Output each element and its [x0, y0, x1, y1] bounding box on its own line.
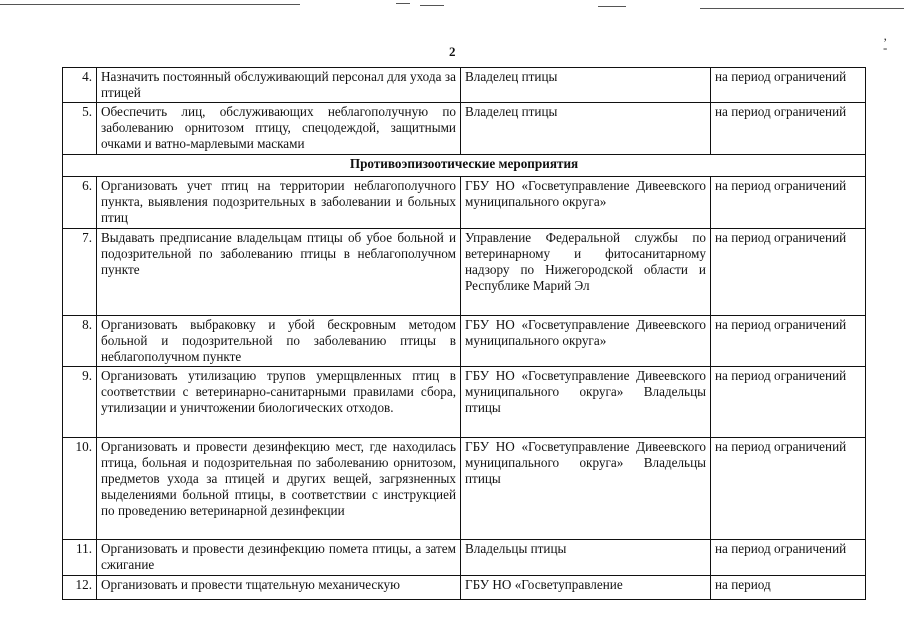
row-number: 8. [63, 316, 97, 367]
table-row [63, 68, 866, 103]
executor: ГБУ НО «Госветуправление [461, 576, 711, 600]
scan-artifact-line [396, 3, 410, 4]
deadline: на период ограничений [711, 540, 866, 576]
measure-description: Организовать выбраковку и убой бескровным методом больной и подозрительной по заболеванию птицы в неблагополучном пункте [97, 316, 461, 367]
row-number: 7. [63, 229, 97, 316]
deadline: на период ограничений [711, 438, 866, 540]
measure-description: Обеспечить лиц, обслуживающих неблагополучную по заболеванию орнитозом птицу, спецодеждой, защитными очками и ватно-марлевыми масками [97, 103, 461, 155]
deadline: на период ограничений [711, 177, 866, 229]
executor: ГБУ НО «Госветуправление Дивеевского муниципального округа» Владельцы птицы [461, 438, 711, 540]
executor: ГБУ НО «Госветуправление Дивеевского муниципального округа» [461, 316, 711, 367]
deadline: на период ограничений [711, 103, 866, 155]
table-row [63, 103, 866, 155]
deadline: на период ограничений [711, 68, 866, 103]
table-row [63, 316, 866, 367]
row-number: 9. [63, 367, 97, 438]
executor [461, 367, 711, 438]
deadline: на период [711, 576, 866, 600]
executor: Владелец птицы [461, 103, 711, 155]
deadline: на период ограничений [711, 316, 866, 367]
scan-artifact-line [420, 5, 444, 6]
executor: Владелец птицы [461, 68, 711, 103]
table-row [63, 177, 866, 229]
table-row [63, 367, 866, 438]
executor-line: ГБУ НО «Госветуправление Дивеевского муниципального округа» Владельцы птицы [465, 368, 706, 415]
measure-description: Организовать утилизацию трупов умерщвленных птиц в соответствии с ветеринарно-санитарными правилами сбора, утилизации и уничтожении биологических отходов. [97, 367, 461, 438]
scan-artifact-line [0, 4, 300, 5]
table-row [63, 540, 866, 576]
executor: ГБУ НО «Госветуправление Дивеевского муниципального округа» [461, 177, 711, 229]
measure-description: Организовать и провести тщательную механическую [97, 576, 461, 600]
measure-description: Назначить постоянный обслуживающий персонал для ухода за птицей [97, 68, 461, 103]
scan-artifact-line [598, 6, 626, 7]
section-title: Противоэпизоотические мероприятия [63, 155, 866, 177]
measure-description: Организовать и провести дезинфекцию мест, где находилась птица, больная и подозрительная по заболеванию орнитозом, предметов ухода за птицей и других вещей, загрязненных выделениями больной птицы, в соответствии с инструкцией по проведению ветеринарной дезинфекции [97, 438, 461, 540]
table-row [63, 438, 866, 540]
measure-description: Организовать и провести дезинфекцию помета птицы, а затем сжигание [97, 540, 461, 576]
executor: Владельцы птицы [461, 540, 711, 576]
row-number: 6. [63, 177, 97, 229]
deadline: на период ограничений [711, 367, 866, 438]
row-number: 4. [63, 68, 97, 103]
scan-artifact-mark: - [883, 40, 888, 55]
deadline: на период ограничений [711, 229, 866, 316]
table-row [63, 576, 866, 600]
section-row [63, 155, 866, 177]
measure-description: Организовать учет птиц на территории неблагополучного пункта, выявления подозрительных в заболевании и больных птиц [97, 177, 461, 229]
scan-artifact-line [700, 8, 904, 9]
page-number: 2 [449, 44, 456, 59]
measures-table [62, 67, 866, 600]
row-number: 10. [63, 438, 97, 540]
scan-artifact-mark: ‚ [883, 28, 888, 43]
table-row [63, 229, 866, 316]
row-number: 12. [63, 576, 97, 600]
measure-description: Выдавать предписание владельцам птицы об убое больной и подозрительной по заболеванию птицы в неблагополучном пункте [97, 229, 461, 316]
row-number: 11. [63, 540, 97, 576]
row-number: 5. [63, 103, 97, 155]
executor: Управление Федеральной службы по ветеринарному и фитосанитарному надзору по Нижегородской области и Республике Марий Эл [461, 229, 711, 316]
